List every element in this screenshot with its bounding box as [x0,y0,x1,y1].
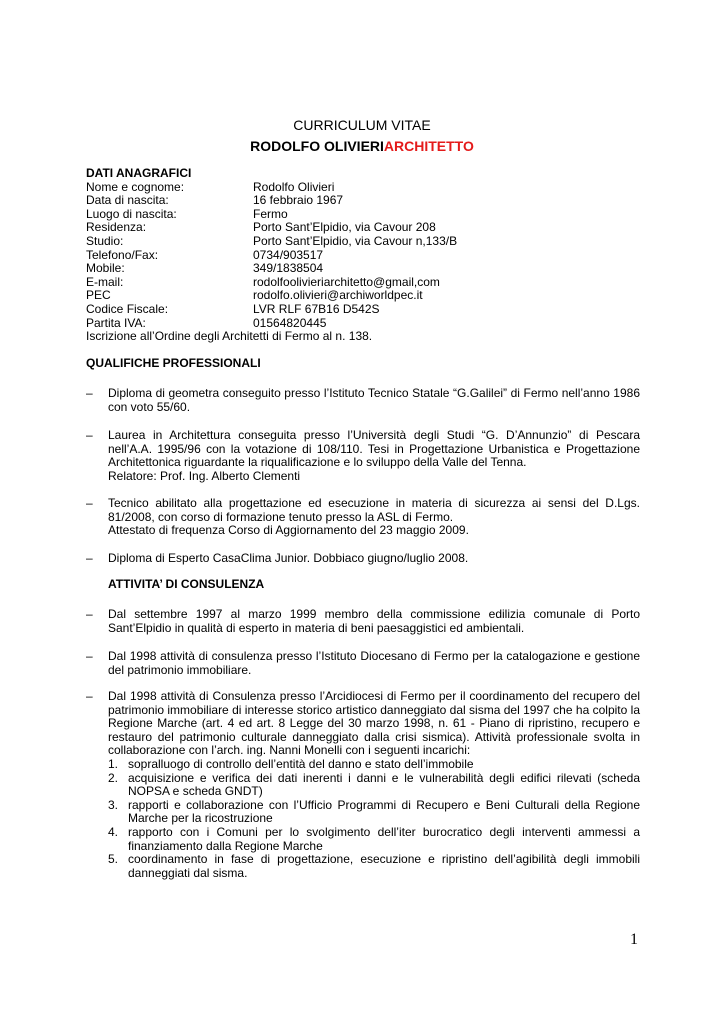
field-label: E-mail: [86,274,124,289]
registration-note: Iscrizione all’Ordine degli Architetti di Fermo al n. 138. [86,329,373,344]
personal-data-row [86,194,646,208]
field-label: PEC [86,288,111,303]
assignments-list [108,758,640,880]
personal-data-section [86,167,646,344]
field-label: Nome e cognome: [86,179,185,194]
field-value: Fermo [253,206,288,221]
assignment-text: rapporto con i Comuni per lo svolgimento dell’iter burocratico degli interventi ammessi a finanziamento dalla Regione Marche [128,824,640,853]
qualification-item: Diploma di Esperto CasaClima Junior. Dobbiaco giugno/luglio 2008. [108,551,469,565]
field-label: Studio: [86,233,124,248]
personal-data-row [86,235,646,249]
personal-data-row [86,262,646,276]
personal-data-row [86,249,646,263]
bullet-dash: – [86,386,93,400]
field-value: 16 febbraio 1967 [253,193,344,208]
qualification-item [108,497,640,538]
assignment-item [108,758,640,772]
personal-data-list [86,181,646,331]
assignment-text: sopralluogo di controllo dell’entità del danno e stato dell’immobile [128,756,474,771]
field-label: Codice Fiscale: [86,301,169,316]
assignment-number: 3. [108,797,119,812]
personal-data-row [86,221,646,235]
personal-data-row [86,317,646,331]
field-value: LVR RLF 67B16 D542S [253,301,380,316]
field-value: Rodolfo Olivieri [253,179,335,194]
qualification-text: Tecnico abilitato alla progettazione ed esecuzione in materia di sicurezza ai sensi del D.Lgs. 81/2008, con corso di formazione tenuto presso la ASL di Fermo. [108,496,640,524]
field-value: 349/1838504 [253,261,324,276]
bullet-dash: – [86,649,93,663]
thesis-supervisor: Relatore: Prof. Ing. Alberto Clementi [108,468,301,483]
field-label: Residenza: [86,220,147,235]
field-value: 01564820445 [253,315,327,330]
assignment-item [108,799,640,826]
profession-label: ARCHITETTO [383,138,474,154]
assignment-item [108,826,640,853]
assignment-number: 1. [108,756,119,771]
field-label: Data di nascita: [86,193,169,208]
assignment-number: 2. [108,770,119,785]
personal-data-row [86,181,646,195]
field-label: Partita IVA: [86,315,146,330]
consulting-item [108,690,640,880]
assignment-item [108,853,640,880]
section-heading: QUALIFICHE PROFESSIONALI [86,356,261,370]
personal-data-row [86,289,646,303]
field-value: Porto Sant’Elpidio, via Cavour n,133/B [253,233,458,248]
bullet-dash: – [86,689,93,703]
personal-data-row [86,276,646,290]
consulting-item: Dal settembre 1997 al marzo 1999 membro della commissione edilizia comunale di Porto Sant’Elpidio in qualità di esperto in materia di beni paesaggistici ed ambientali. [108,607,640,635]
bullet-dash: – [86,496,93,510]
assignment-text: rapporti e collaborazione con l’Ufficio Programmi di Recupero e Beni Culturali della Regione Marche per la ricostruzione [128,797,640,826]
field-value: rodolfo.olivieri@archiworldpec.it [253,288,423,303]
bullet-dash: – [86,428,93,442]
section-heading: DATI ANAGRAFICI [86,166,192,180]
document-title: CURRICULUM VITAE [293,117,431,133]
personal-data-row [86,208,646,222]
page-number: 1 [630,931,638,948]
person-name-heading [0,138,724,154]
assignment-text: acquisizione e verifica dei dati inerenti i danni e le vulnerabilità degli edifici rilevati (scheda NOPSA e scheda GNDT) [128,770,640,799]
qualification-item: Diploma di geometra conseguito presso l’Istituto Tecnico Statale “G.Galilei” di Fermo nell’anno 1986 con voto 55/60. [108,386,640,414]
field-value: Porto Sant’Elpidio, via Cavour 208 [253,220,436,235]
section-heading: ATTIVITA’ DI CONSULENZA [108,577,265,591]
attendance-certificate: Attestato di frequenza Corso di Aggiornamento del 23 maggio 2009. [108,523,469,538]
assignment-number: 5. [108,852,119,867]
qualification-text: Laurea in Architettura conseguita presso l’Università degli Studi “G. D’Annunzio” di Pescara nell’A.A. 1995/96 con la votazione di 108/110. Tesi in Progettazione Urbanistica e Progettazione Architettonica riguardante la riqualificazione e lo sviluppo della Valle del Tenna. [108,428,640,470]
assignment-item [108,772,640,799]
field-label: Telefono/Fax: [86,247,159,262]
assignment-text: coordinamento in fase di progettazione, esecuzione e ripristino dell’agibilità degli immobili danneggiati dal sisma. [128,852,640,880]
field-label: Mobile: [86,261,125,276]
field-label: Luogo di nascita: [86,206,177,221]
bullet-dash: – [86,551,93,565]
bullet-dash: – [86,607,93,621]
personal-data-row [86,303,646,317]
consulting-text: Dal 1998 attività di Consulenza presso l’Arcidiocesi di Fermo per il coordinamento del recupero del patrimonio immobiliare di interesse storico artistico danneggiato dal sisma del 1997 che ha colpito la Regione Marche (art. 4 ed art. 8 Legge del 30 marzo 1998, n. 61 - Piano di ripristino, recupero e restauro del patrimonio culturale danneggiato dalla crisi sismica). Attività professionale svolta in collaborazione con l’arch. ing. Nanni Monelli con i seguenti incarichi: [108,689,640,758]
person-name: RODOLFO OLIVIERI [250,138,384,154]
qualification-item [108,429,640,483]
assignment-number: 4. [108,824,119,839]
consulting-item: Dal 1998 attività di consulenza presso l’Istituto Diocesano di Fermo per la catalogazione e gestione del patrimonio immobiliare. [108,649,640,677]
field-value: rodolfoolivieriarchitetto@gmail,com [253,274,440,289]
field-value: 0734/903517 [253,247,324,262]
